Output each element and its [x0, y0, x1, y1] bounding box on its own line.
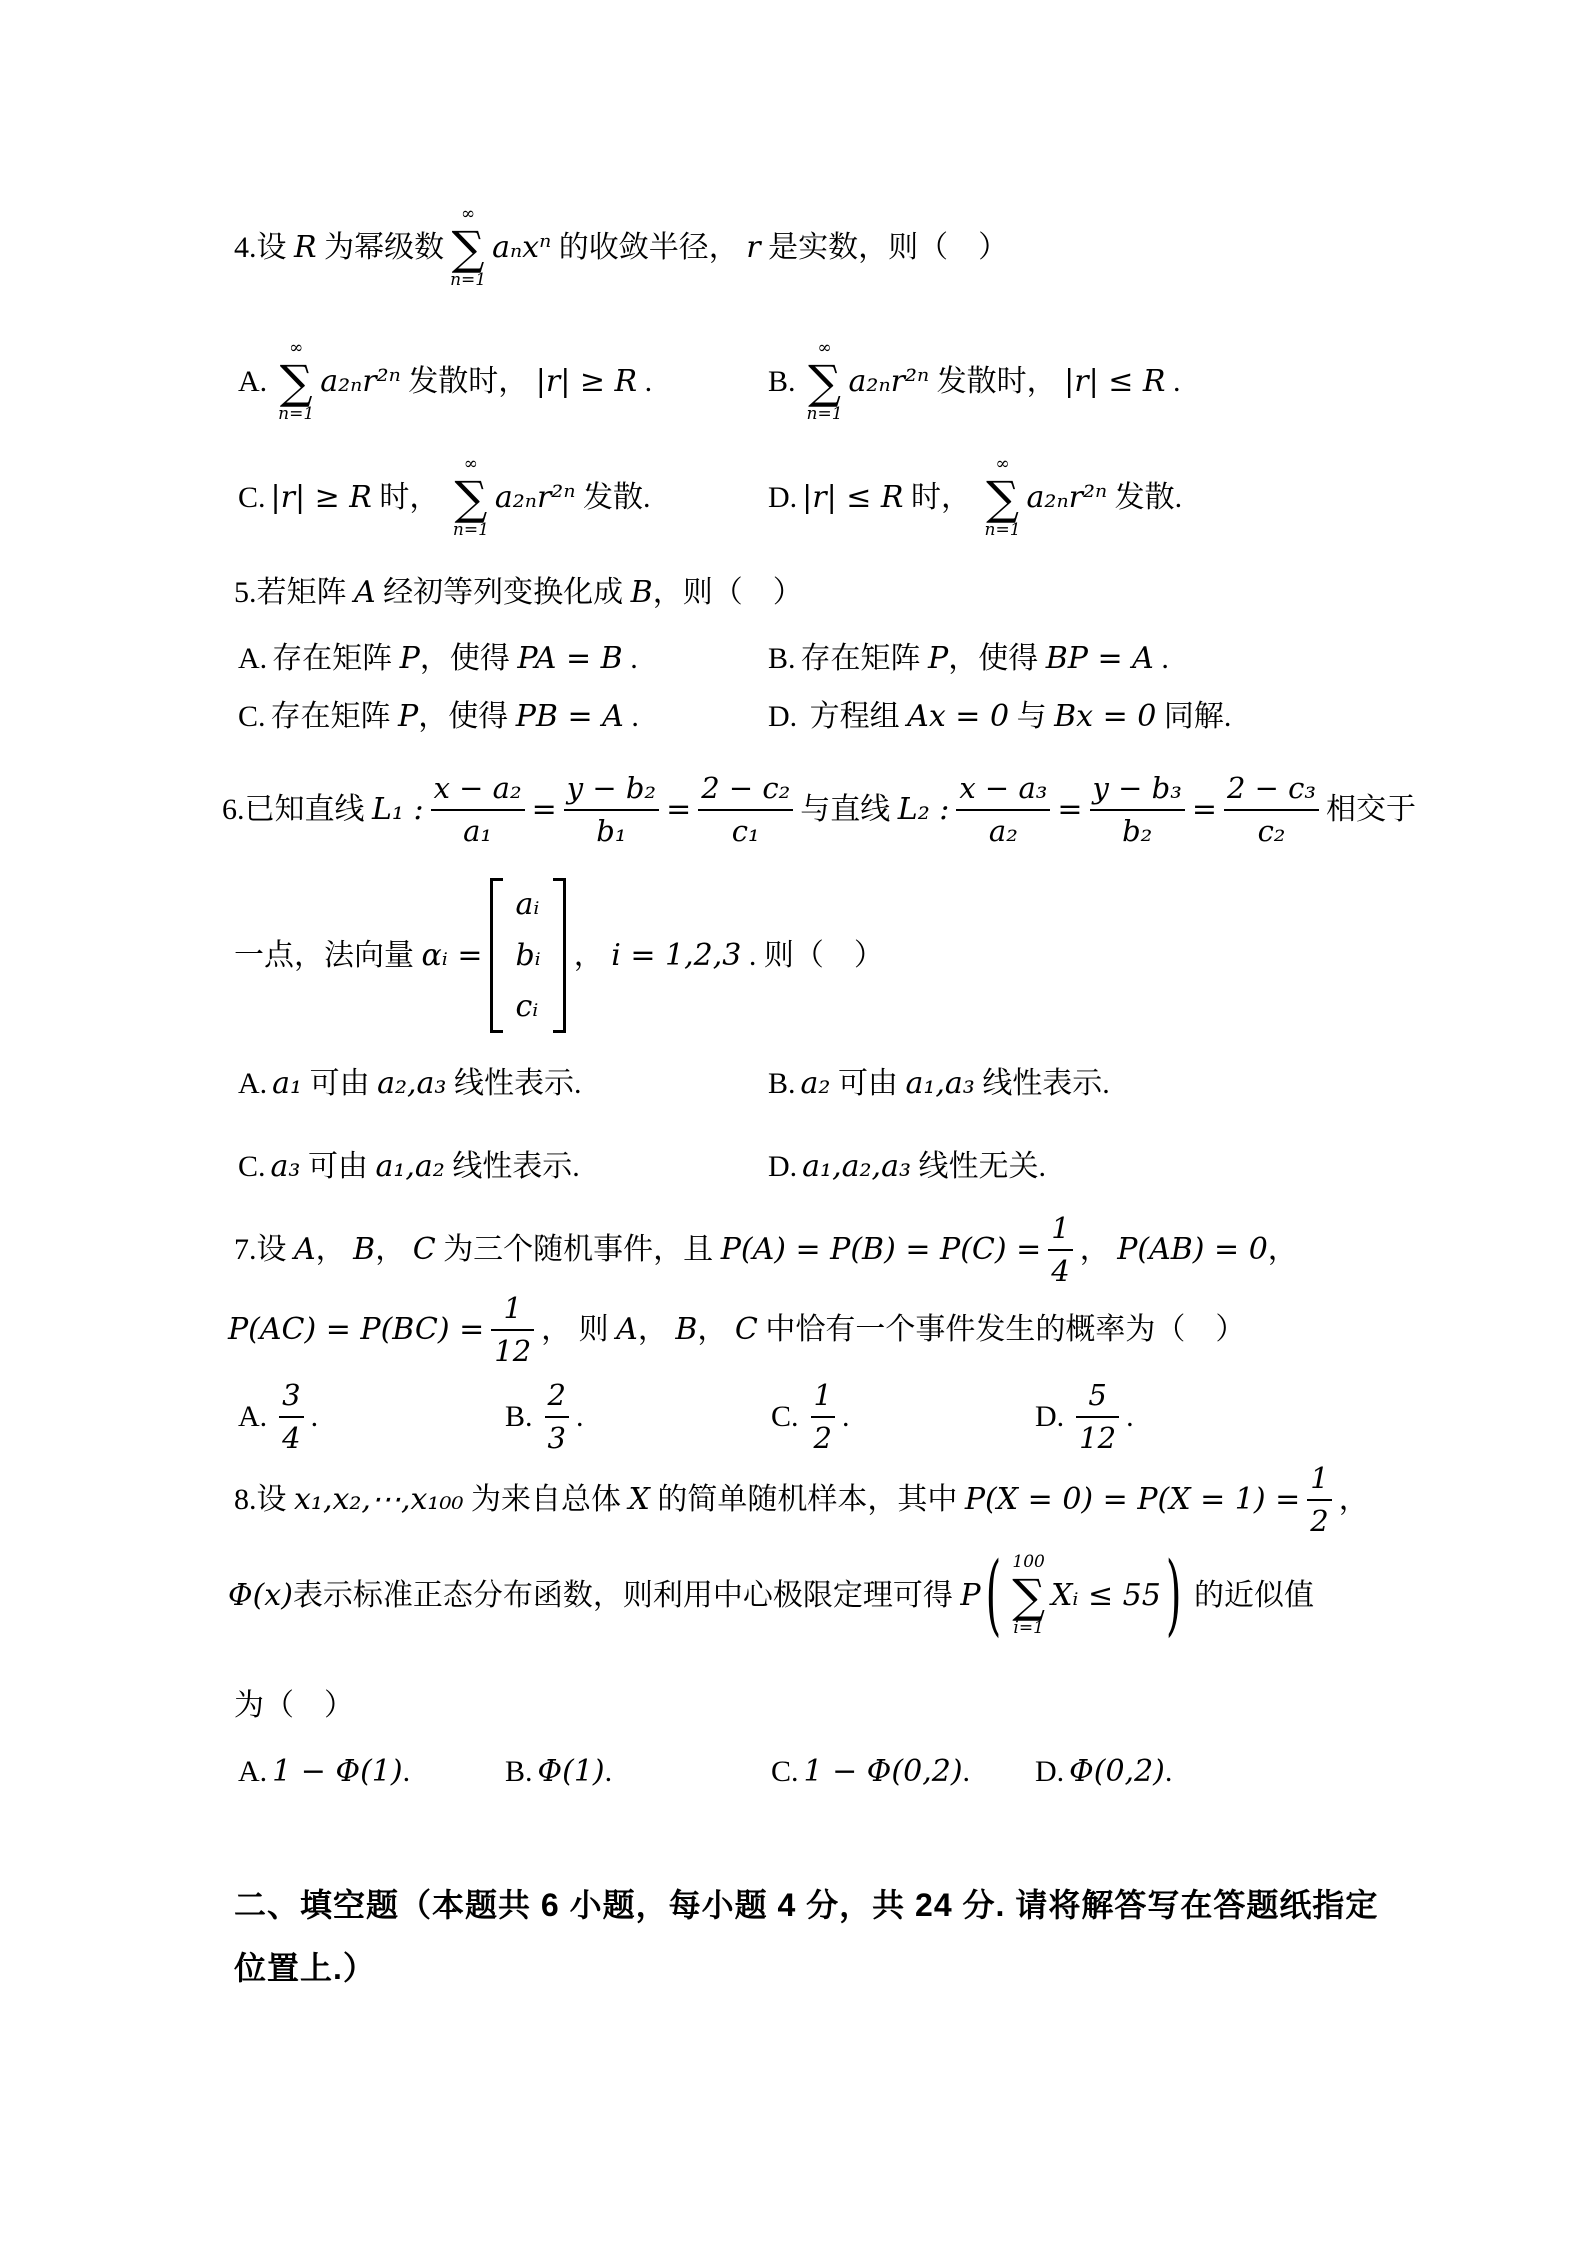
fraction-bar — [1048, 1249, 1072, 1251]
option-label: A. — [238, 642, 268, 675]
text-run: ， 则 — [541, 1313, 617, 1347]
fraction — [811, 1378, 835, 1456]
fraction-bar — [564, 809, 659, 811]
fraction-bar — [811, 1416, 835, 1418]
option-label: B. — [505, 1755, 533, 1788]
text-run: 可由 — [302, 1067, 378, 1100]
math-run: B — [630, 575, 653, 610]
math-run: P — [399, 641, 420, 676]
text-run: 与 — [1009, 700, 1055, 733]
option-label: C. — [771, 1755, 799, 1788]
text-run: . — [622, 642, 638, 675]
question-7-option-d — [1035, 1378, 1134, 1456]
fraction — [956, 771, 1050, 849]
fraction-denominator: 3 — [547, 1420, 566, 1455]
math-run: BP = A — [1045, 641, 1154, 676]
option-content — [1069, 1752, 1172, 1791]
fraction-denominator: c₂ — [1257, 813, 1286, 848]
math-run: aₙxⁿ — [492, 230, 552, 266]
text-run: 的收敛半径， — [551, 231, 747, 265]
option-content — [271, 1147, 580, 1186]
question-6-option-c — [238, 1147, 580, 1186]
math-run: P(A) = P(B) = P(C) = — [720, 1232, 1042, 1268]
question-7-option-c — [771, 1378, 849, 1456]
math-run: Bx = 0 — [1054, 699, 1157, 734]
math-run: P(X = 0) = P(X = 1) = — [964, 1482, 1301, 1518]
math-run: X — [628, 1482, 650, 1518]
math-run: |r| ≥ R — [535, 364, 638, 400]
math-run: a₂,a₃ — [377, 1066, 447, 1101]
text-run: 8.设 — [234, 1483, 294, 1517]
math-run: L₁ : — [372, 792, 424, 828]
text-run: . — [402, 1755, 411, 1788]
question-8-stem-line2 — [228, 1544, 1314, 1647]
math-run: Ax = 0 — [907, 699, 1010, 734]
big-paren: ) — [1165, 1544, 1182, 1647]
option-content — [272, 639, 638, 678]
sum-lower-limit: i=1 — [1013, 1617, 1044, 1638]
question-8-stem-line3 — [234, 1686, 354, 1725]
math-run: PB = A — [515, 699, 624, 734]
math-run: P(AC) = P(BC) = — [228, 1312, 485, 1348]
math-run: = — [531, 792, 557, 828]
option-label: A. — [238, 365, 268, 399]
text-run: ，使得 — [418, 700, 516, 733]
math-run: a₃ — [270, 1149, 301, 1184]
option-label: C. — [771, 1400, 799, 1434]
option-content — [1069, 1378, 1133, 1456]
text-run: 相交于 — [1326, 793, 1417, 827]
summation-symbol — [278, 339, 314, 424]
fraction-denominator: b₁ — [596, 813, 627, 848]
text-run: ， — [573, 939, 612, 972]
text-run: ， — [1267, 1233, 1298, 1267]
question-4-option-b — [768, 339, 1181, 424]
fraction-numerator: 2 — [547, 1378, 566, 1412]
text-run: . — [841, 1400, 850, 1434]
big-paren: ( — [985, 1544, 1002, 1647]
text-run: 5.若矩阵 — [234, 576, 354, 609]
fraction-bar — [1076, 1416, 1119, 1418]
question-4-stem — [234, 205, 1008, 290]
fraction-numerator: y − b₂ — [566, 771, 657, 805]
section-2-heading-line2: 位置上.） — [234, 1950, 376, 1986]
vector-entry: cᵢ — [515, 989, 539, 1024]
fraction-bar — [491, 1329, 534, 1331]
option-content — [271, 455, 651, 540]
sum-upper-limit: ∞ — [463, 454, 478, 474]
sigma-glyph: ∑ — [808, 354, 841, 409]
question-8-option-d — [1035, 1752, 1172, 1791]
question-6-option-d — [768, 1147, 1046, 1186]
math-run: A — [294, 1232, 316, 1268]
sum-lower-limit: n=1 — [452, 519, 489, 540]
text-run: ， — [637, 1313, 676, 1347]
fraction — [1224, 771, 1319, 849]
option-label: D. — [768, 700, 798, 733]
fraction-bar — [431, 809, 525, 811]
math-run: Φ(1) — [537, 1754, 605, 1789]
fraction-numerator: 2 − c₃ — [1226, 771, 1317, 805]
math-run: a₂ₙr²ⁿ — [1026, 480, 1108, 516]
text-run: 线性表示. — [444, 1150, 580, 1183]
question-4-option-c — [238, 455, 651, 540]
fraction — [564, 771, 659, 849]
text-run: 发散时， — [929, 365, 1065, 399]
fraction-bar — [1307, 1499, 1331, 1501]
option-content — [801, 1064, 1110, 1103]
option-content — [538, 1752, 613, 1791]
fraction — [545, 1378, 569, 1456]
math-run: a₂ — [800, 1066, 831, 1101]
vector-entries — [503, 878, 552, 1033]
fraction — [279, 1378, 303, 1456]
question-5-option-c — [238, 697, 639, 736]
sum-upper-limit: ∞ — [817, 338, 832, 358]
fraction-bar — [279, 1416, 303, 1418]
text-run: . — [1165, 365, 1181, 399]
sum-lower-limit: n=1 — [450, 269, 487, 290]
math-run: P — [928, 641, 949, 676]
text-run: . — [310, 1400, 319, 1434]
text-run: 的简单随机样本，其中 — [649, 1483, 965, 1517]
math-run: a₂ₙr²ⁿ — [494, 480, 576, 516]
text-run: ，使得 — [948, 642, 1046, 675]
math-run: i = 1,2,3 — [611, 938, 742, 973]
question-4-option-d — [768, 455, 1182, 540]
sigma-glyph: ∑ — [451, 220, 485, 275]
question-8-option-a — [238, 1752, 410, 1791]
column-vector — [490, 878, 565, 1033]
text-run: 6.已知直线 — [222, 793, 372, 827]
question-6-stem-line1 — [222, 771, 1416, 849]
math-run: a₂ₙr²ⁿ — [320, 364, 401, 400]
option-content — [272, 1064, 581, 1103]
text-run: 中恰有一个事件发生的概率为（ ） — [757, 1313, 1246, 1347]
question-6-option-a — [238, 1064, 581, 1103]
text-run: . — [1164, 1755, 1173, 1788]
text-run: 可由 — [300, 1150, 376, 1183]
math-run: B — [675, 1312, 698, 1348]
fraction-bar — [1224, 809, 1319, 811]
summation-symbol — [450, 205, 486, 290]
summation-symbol — [807, 339, 843, 424]
fraction — [431, 771, 525, 849]
question-5-option-a — [238, 639, 638, 678]
section-2-heading-line1: 二、填空题（本题共 6 小题，每小题 4 分，共 24 分. 请将解答写在答题纸指定 — [234, 1887, 1379, 1923]
text-run: 线性表示. — [974, 1067, 1110, 1100]
vector-entry: bᵢ — [515, 938, 541, 973]
math-run: A — [616, 1312, 638, 1348]
question-8-stem-line1 — [234, 1461, 1369, 1539]
question-4-option-a — [238, 339, 652, 424]
text-run: . — [962, 1755, 971, 1788]
math-run: |r| ≤ R — [802, 480, 904, 516]
text-run: 为幂级数 — [316, 231, 445, 265]
text-run: 发散. — [575, 481, 651, 515]
text-run: 为来自总体 — [463, 1483, 629, 1517]
text-run: 时， — [371, 481, 447, 515]
sum-lower-limit: n=1 — [806, 403, 843, 424]
math-run: a₁,a₂,a₃ — [802, 1149, 911, 1184]
fraction-denominator: b₂ — [1122, 813, 1153, 848]
fraction — [698, 771, 793, 849]
fraction — [1076, 1378, 1119, 1456]
sigma-glyph: ∑ — [279, 354, 313, 409]
math-run: |r| ≥ R — [270, 480, 372, 516]
text-run: 发散. — [1107, 481, 1183, 515]
text-run: ，则（ ） — [652, 576, 803, 609]
option-label: B. — [768, 365, 796, 399]
option-content — [804, 1378, 850, 1456]
option-label: D. — [768, 1150, 798, 1183]
option-label: A. — [238, 1755, 268, 1788]
text-run: . — [637, 365, 653, 399]
text-run: 经初等列变换化成 — [375, 576, 631, 609]
math-run: = — [1057, 792, 1083, 828]
fraction-numerator: x − a₃ — [959, 771, 1048, 805]
option-content — [802, 455, 1182, 540]
option-label: D. — [1035, 1755, 1065, 1788]
text-run: ， — [315, 1233, 354, 1267]
question-6-option-b — [768, 1064, 1110, 1103]
math-run: A — [354, 575, 376, 610]
math-run: = — [666, 792, 692, 828]
fraction-denominator: 12 — [494, 1333, 532, 1368]
fraction-denominator: 4 — [1051, 1253, 1070, 1288]
math-run: B — [353, 1232, 376, 1268]
fraction-denominator: 12 — [1079, 1420, 1117, 1455]
option-label: C. — [238, 700, 266, 733]
text-run: 是实数，则（ ） — [760, 231, 1009, 265]
text-run: ， — [1079, 1233, 1118, 1267]
option-label: B. — [505, 1400, 533, 1434]
option-content — [801, 639, 1169, 678]
question-5-option-d — [768, 697, 1231, 736]
text-run: . — [1126, 1400, 1134, 1434]
question-6-stem-line2 — [234, 878, 884, 1033]
text-run: ， — [375, 1233, 413, 1267]
sum-upper-limit: ∞ — [289, 338, 304, 358]
text-run: . 则（ ） — [741, 939, 884, 972]
text-run: 时， — [903, 481, 979, 515]
math-run: C — [734, 1312, 758, 1348]
text-run: 线性无关. — [910, 1150, 1046, 1183]
fraction-bar — [956, 809, 1050, 811]
fraction-numerator: 3 — [282, 1378, 301, 1412]
sigma-glyph: ∑ — [1012, 1568, 1046, 1623]
fraction-bar — [1090, 809, 1185, 811]
sigma-glyph: ∑ — [986, 470, 1019, 525]
option-content — [538, 1378, 584, 1456]
fraction-numerator: 2 − c₂ — [701, 771, 791, 805]
sum-lower-limit: n=1 — [984, 519, 1021, 540]
math-run: a₁,a₂ — [375, 1149, 445, 1184]
text-run: 表示标准正态分布函数，则利用中心极限定理可得 — [292, 1579, 961, 1613]
fraction-numerator: 1 — [503, 1291, 522, 1325]
option-content — [272, 1378, 318, 1456]
math-run: R — [294, 230, 317, 266]
fraction-bar — [698, 809, 793, 811]
question-7-option-b — [505, 1378, 583, 1456]
vector-entry: aᵢ — [515, 887, 540, 922]
question-5-stem — [234, 573, 803, 612]
math-run: αᵢ = — [421, 938, 483, 973]
math-run: C — [412, 1232, 436, 1268]
text-run: ， — [697, 1313, 735, 1347]
option-label: B. — [768, 642, 796, 675]
question-8-option-b — [505, 1752, 612, 1791]
right-bracket — [553, 878, 566, 1033]
math-run: Φ(x) — [228, 1578, 293, 1614]
fraction — [1048, 1211, 1072, 1289]
option-label: D. — [768, 481, 798, 515]
option-content — [271, 697, 639, 736]
math-run: Xᵢ ≤ 55 — [1051, 1578, 1161, 1614]
sum-lower-limit: n=1 — [278, 403, 315, 424]
option-label: A. — [238, 1400, 268, 1434]
summation-symbol — [985, 455, 1021, 540]
text-run: 线性表示. — [446, 1067, 582, 1100]
math-run: PA = B — [517, 641, 623, 676]
question-5-option-b — [768, 639, 1169, 678]
option-label: D. — [1035, 1400, 1065, 1434]
fraction-denominator: 2 — [1310, 1503, 1329, 1538]
fraction-bar — [545, 1416, 569, 1418]
math-run: x₁,x₂,⋯,x₁₀₀ — [294, 1482, 464, 1518]
text-run: 7.设 — [234, 1233, 294, 1267]
text-run: 一点，法向量 — [234, 939, 422, 972]
text-run: 4.设 — [234, 231, 294, 265]
sum-upper-limit: ∞ — [995, 454, 1010, 474]
text-run: 可由 — [830, 1067, 906, 1100]
text-run: ，使得 — [419, 642, 518, 675]
math-run: Φ(0,2) — [1069, 1754, 1165, 1789]
fraction-denominator: 2 — [813, 1420, 832, 1455]
text-run: 同解. — [1156, 700, 1232, 733]
math-run: a₂ₙr²ⁿ — [848, 364, 930, 400]
fraction-denominator: c₁ — [731, 813, 760, 848]
math-run: 1 − Φ(1) — [272, 1754, 403, 1789]
text-run: 存在矩阵 — [800, 642, 929, 675]
math-run: P — [960, 1578, 981, 1614]
fraction — [491, 1291, 534, 1369]
option-content — [801, 339, 1181, 424]
math-run: 1 − Φ(0,2) — [803, 1754, 963, 1789]
option-content — [802, 697, 1231, 736]
sigma-glyph: ∑ — [454, 470, 488, 525]
text-run: 的近似值 — [1186, 1579, 1314, 1613]
option-label: A. — [238, 1067, 268, 1100]
text-run: ， — [1338, 1483, 1369, 1517]
fraction-denominator: a₁ — [463, 813, 493, 848]
fraction-denominator: 4 — [282, 1420, 301, 1455]
text-run: 为（ ） — [234, 1689, 354, 1722]
math-run: a₁ — [272, 1066, 303, 1101]
option-content — [804, 1752, 971, 1791]
question-7-stem-line2 — [228, 1291, 1245, 1369]
fraction-numerator: y − b₃ — [1092, 771, 1182, 805]
text-run: . — [623, 700, 639, 733]
text-run: 为三个随机事件，且 — [435, 1233, 721, 1267]
fraction-denominator: a₂ — [988, 813, 1018, 848]
math-run: r — [746, 230, 761, 266]
math-run: P(AB) = 0 — [1117, 1232, 1268, 1268]
summation-symbol — [453, 455, 489, 540]
math-run: L₂ : — [897, 792, 950, 828]
text-run: . — [575, 1400, 584, 1434]
question-8-option-c — [771, 1752, 970, 1791]
fraction-numerator: 1 — [1310, 1461, 1329, 1495]
option-label: B. — [768, 1067, 796, 1100]
text-run: 方程组 — [802, 700, 908, 733]
summation-symbol — [1012, 1553, 1045, 1638]
fraction — [1090, 771, 1185, 849]
sum-upper-limit: ∞ — [461, 204, 476, 224]
fraction-numerator: 1 — [813, 1378, 832, 1412]
sum-upper-limit: 100 — [1012, 1552, 1045, 1572]
fraction-numerator: x − a₂ — [433, 771, 522, 805]
text-run: 存在矩阵 — [270, 700, 399, 733]
text-run: . — [1153, 642, 1169, 675]
math-run: |r| ≤ R — [1064, 364, 1166, 400]
text-run: . — [604, 1755, 613, 1788]
text-run: 发散时， — [400, 365, 536, 399]
option-content — [802, 1147, 1046, 1186]
math-run: a₁,a₃ — [905, 1066, 975, 1101]
question-7-option-a — [238, 1378, 318, 1456]
question-7-stem-line1 — [234, 1211, 1298, 1289]
option-content — [272, 1752, 410, 1791]
fraction-numerator: 5 — [1088, 1378, 1107, 1412]
fraction — [1307, 1461, 1331, 1539]
option-label: C. — [238, 481, 266, 515]
text-run: 存在矩阵 — [272, 642, 400, 675]
math-run: = — [1191, 792, 1217, 828]
fraction-numerator: 1 — [1051, 1211, 1070, 1245]
text-run: 与直线 — [800, 793, 898, 827]
option-content — [272, 339, 652, 424]
math-run: P — [398, 699, 419, 734]
left-bracket — [490, 878, 503, 1033]
option-label: C. — [238, 1150, 266, 1183]
